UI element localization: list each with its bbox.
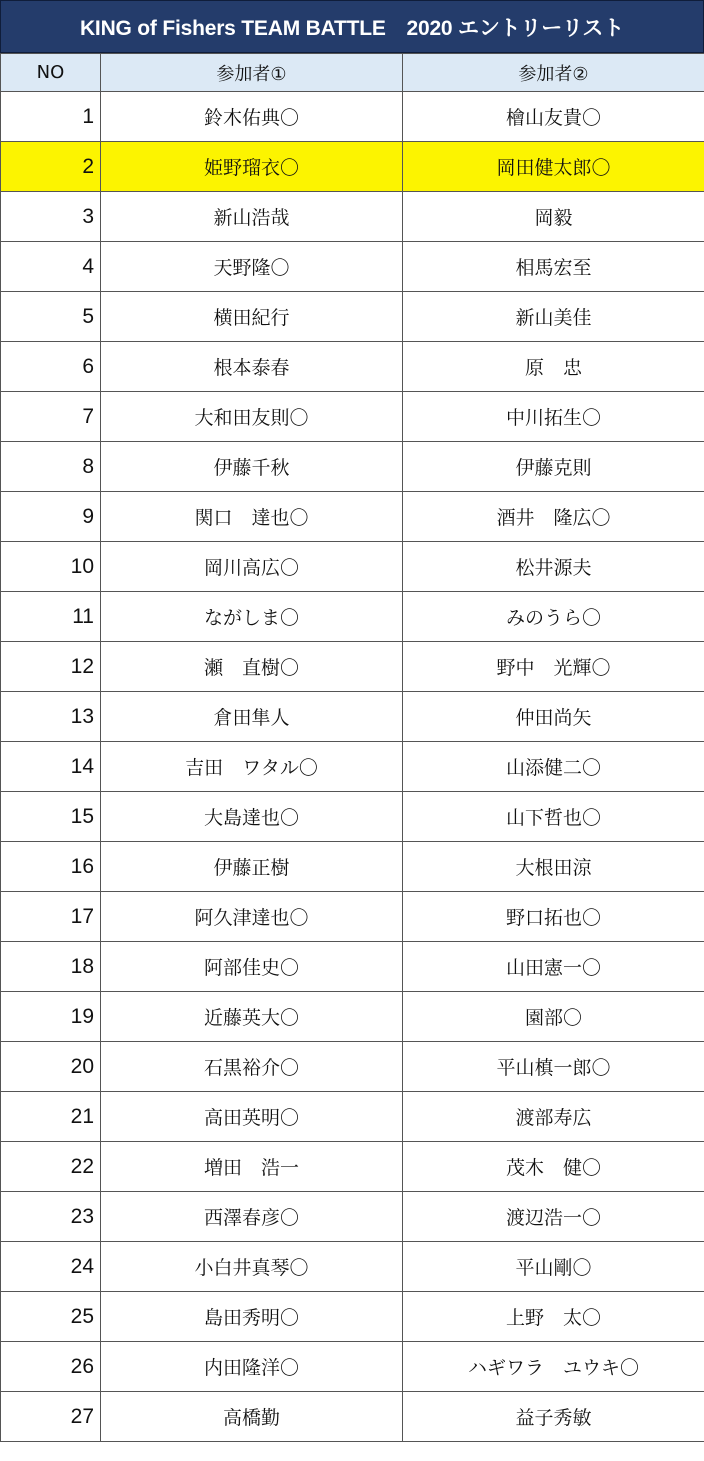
participant-2-name: 平山槙一郎〇 <box>403 1042 704 1092</box>
row-number: 8 <box>1 442 101 492</box>
participant-1-name: ながしま〇 <box>101 592 403 642</box>
participant-1-name: 阿部佳史〇 <box>101 942 403 992</box>
participant-1-name: 横田紀行 <box>101 292 403 342</box>
row-number: 23 <box>1 1192 101 1242</box>
participant-2-name: 中川拓生〇 <box>403 392 704 442</box>
participant-1-name: 鈴木佑典〇 <box>101 92 403 142</box>
table-row <box>1 542 704 592</box>
participant-1-name: 近藤英大〇 <box>101 992 403 1042</box>
row-number: 13 <box>1 692 101 742</box>
participant-2-name: ハギワラ ユウキ〇 <box>403 1342 704 1392</box>
title-bar <box>0 0 704 53</box>
participant-1-name: 伊藤正樹 <box>101 842 403 892</box>
table-row <box>1 392 704 442</box>
row-number: 7 <box>1 392 101 442</box>
row-number: 1 <box>1 92 101 142</box>
participant-1-name: 根本泰春 <box>101 342 403 392</box>
row-number: 5 <box>1 292 101 342</box>
participant-2-name: 酒井 隆広〇 <box>403 492 704 542</box>
table-row <box>1 1142 704 1192</box>
table-row <box>1 992 704 1042</box>
table-row <box>1 92 704 142</box>
participant-1-name: 阿久津達也〇 <box>101 892 403 942</box>
row-number: 17 <box>1 892 101 942</box>
participant-1-name: 関口 達也〇 <box>101 492 403 542</box>
header-row <box>1 54 704 92</box>
participant-1-name: 増田 浩一 <box>101 1142 403 1192</box>
participant-2-name: 相馬宏至 <box>403 242 704 292</box>
participant-2-name: 平山剛〇 <box>403 1242 704 1292</box>
header-no: NO <box>1 54 101 92</box>
participant-2-name: 仲田尚矢 <box>403 692 704 742</box>
table-row <box>1 192 704 242</box>
table-row <box>1 1392 704 1442</box>
participant-2-name: 渡辺浩一〇 <box>403 1192 704 1242</box>
row-number: 19 <box>1 992 101 1042</box>
participant-1-name: 西澤春彦〇 <box>101 1192 403 1242</box>
participant-2-name: 野口拓也〇 <box>403 892 704 942</box>
participant-2-name: 上野 太〇 <box>403 1292 704 1342</box>
participant-2-name: 新山美佳 <box>403 292 704 342</box>
row-number: 15 <box>1 792 101 842</box>
participant-2-name: 大根田涼 <box>403 842 704 892</box>
row-number: 9 <box>1 492 101 542</box>
header-participant-1: 参加者① <box>101 54 403 92</box>
row-number: 4 <box>1 242 101 292</box>
row-number: 22 <box>1 1142 101 1192</box>
table-row <box>1 842 704 892</box>
row-number: 6 <box>1 342 101 392</box>
entry-table <box>0 53 704 1442</box>
participant-1-name: 吉田 ワタル〇 <box>101 742 403 792</box>
table-row <box>1 942 704 992</box>
participant-1-name: 大島達也〇 <box>101 792 403 842</box>
participant-1-name: 島田秀明〇 <box>101 1292 403 1342</box>
participant-2-name: 野中 光輝〇 <box>403 642 704 692</box>
participant-1-name: 小白井真琴〇 <box>101 1242 403 1292</box>
participant-1-name: 倉田隼人 <box>101 692 403 742</box>
row-number: 14 <box>1 742 101 792</box>
entry-body <box>1 92 704 1442</box>
participant-1-name: 瀬 直樹〇 <box>101 642 403 692</box>
participant-2-name: みのうら〇 <box>403 592 704 642</box>
participant-2-name: 山添健二〇 <box>403 742 704 792</box>
participant-1-name: 大和田友則〇 <box>101 392 403 442</box>
participant-1-name: 内田隆洋〇 <box>101 1342 403 1392</box>
table-row <box>1 492 704 542</box>
row-number: 27 <box>1 1392 101 1442</box>
participant-2-name: 益子秀敏 <box>403 1392 704 1442</box>
participant-1-name: 高田英明〇 <box>101 1092 403 1142</box>
row-number: 11 <box>1 592 101 642</box>
participant-2-name: 山田憲一〇 <box>403 942 704 992</box>
row-number: 16 <box>1 842 101 892</box>
participant-2-name: 渡部寿広 <box>403 1092 704 1142</box>
row-number: 24 <box>1 1242 101 1292</box>
participant-1-name: 天野隆〇 <box>101 242 403 292</box>
table-row <box>1 1342 704 1392</box>
participant-1-name: 高橋勤 <box>101 1392 403 1442</box>
participant-2-name: 松井源夫 <box>403 542 704 592</box>
row-number: 12 <box>1 642 101 692</box>
table-row <box>1 1292 704 1342</box>
table-row <box>1 1242 704 1292</box>
table-row <box>1 892 704 942</box>
participant-1-name: 石黒裕介〇 <box>101 1042 403 1092</box>
table-row <box>1 692 704 742</box>
row-number: 18 <box>1 942 101 992</box>
table-row <box>1 642 704 692</box>
participant-1-name: 岡川高広〇 <box>101 542 403 592</box>
row-number: 20 <box>1 1042 101 1092</box>
participant-2-name: 茂木 健〇 <box>403 1142 704 1192</box>
participant-2-name: 原 忠 <box>403 342 704 392</box>
participant-1-name: 姫野瑠衣〇 <box>101 142 403 192</box>
participant-1-name: 新山浩哉 <box>101 192 403 242</box>
row-number: 26 <box>1 1342 101 1392</box>
participant-2-name: 伊藤克則 <box>403 442 704 492</box>
participant-2-name: 岡田健太郎〇 <box>403 142 704 192</box>
table-row <box>1 142 704 192</box>
participant-2-name: 山下哲也〇 <box>403 792 704 842</box>
participant-2-name: 岡毅 <box>403 192 704 242</box>
table-row <box>1 742 704 792</box>
row-number: 10 <box>1 542 101 592</box>
participant-2-name: 園部〇 <box>403 992 704 1042</box>
table-row <box>1 592 704 642</box>
table-row <box>1 792 704 842</box>
header-participant-2: 参加者② <box>403 54 704 92</box>
row-number: 25 <box>1 1292 101 1342</box>
table-row <box>1 1192 704 1242</box>
row-number: 21 <box>1 1092 101 1142</box>
table-row <box>1 292 704 342</box>
row-number: 2 <box>1 142 101 192</box>
table-row <box>1 1092 704 1142</box>
participant-1-name: 伊藤千秋 <box>101 442 403 492</box>
page-title: KING of Fishers TEAM BATTLE 2020 エントリーリスト <box>79 16 625 40</box>
table-row <box>1 342 704 392</box>
row-number: 3 <box>1 192 101 242</box>
table-row <box>1 442 704 492</box>
table-row <box>1 1042 704 1092</box>
participant-2-name: 檜山友貴〇 <box>403 92 704 142</box>
table-row <box>1 242 704 292</box>
